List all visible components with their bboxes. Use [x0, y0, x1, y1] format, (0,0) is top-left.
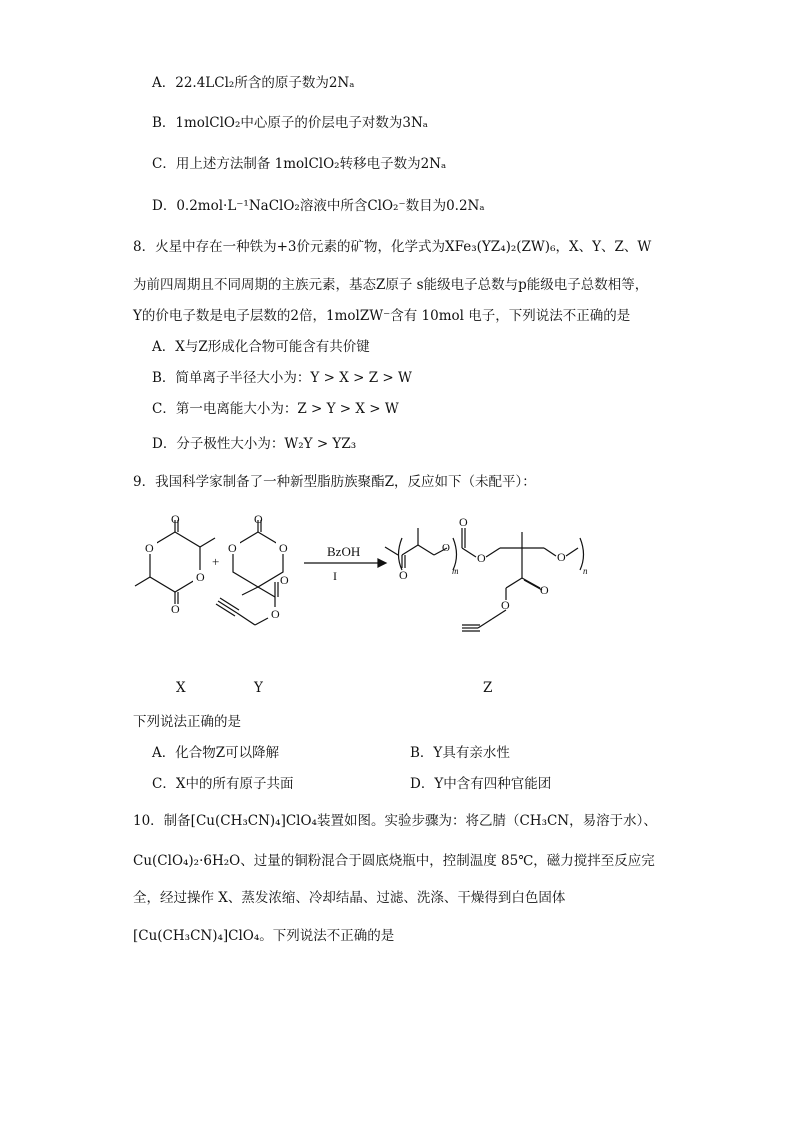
- q9-stem: 9．我国科学家制备了一种新型脂肪族聚酯Z，反应如下（未配平）：: [133, 474, 536, 490]
- reaction-arrow: [304, 559, 386, 567]
- x-ring-oxygen-left: O: [145, 541, 154, 555]
- z-ether-oxygen: O: [557, 550, 566, 564]
- x-ring-oxygen-right: O: [196, 570, 205, 584]
- q7-option-d: D．0.2mol·L⁻¹NaClO₂溶液中所含ClO₂⁻数目为0.2Nₐ: [152, 198, 485, 214]
- x-carbonyl-oxygen-bottom: O: [171, 602, 180, 616]
- y-ring-oxygen-right: O: [279, 541, 288, 555]
- q9-option-c: C．X中的所有原子共面: [152, 776, 294, 792]
- catalyst-label: BzOH: [327, 544, 361, 559]
- molecule-x-structure: [135, 520, 215, 604]
- label-z: Z: [483, 680, 493, 696]
- y-carbonyl-oxygen: O: [254, 512, 263, 526]
- q10-stem-line2: Cu(ClO₄)₂·6H₂O、过量的铜粉混合于圆底烧瓶中，控制温度 85℃，磁力搅拌至反应完: [133, 853, 655, 869]
- q9-option-a: A．化合物Z可以降解: [152, 745, 280, 761]
- z-ester-oxygen: O: [501, 598, 510, 612]
- z-carbonate-oxygen: O: [459, 515, 468, 529]
- z-ester-carbonyl-oxygen: O: [540, 583, 549, 597]
- y-ring-oxygen-left: O: [228, 541, 237, 555]
- label-y: Y: [254, 680, 263, 696]
- q7-option-c: C．用上述方法制备 1molClO₂转移电子数为2Nₐ: [152, 156, 447, 172]
- subscript-n: n: [583, 566, 588, 576]
- z-backbone-oxygen: O: [477, 551, 486, 565]
- z-lactate-carbonyl-oxygen: O: [399, 568, 408, 582]
- q8-stem-line2: 为前四周期且不同周期的主族元素，基态Z原子 s能级电子总数与p能级电子总数相等，: [133, 277, 649, 293]
- q8-stem-line3: Y的价电子数是电子层数的2倍，1molZW⁻含有 10mol 电子，下列说法不正确的是: [133, 308, 631, 324]
- q8-stem-line1: 8．火星中存在一种铁为+3价元素的矿物，化学式为XFe₃(YZ₄)₂(ZW)₆，X、Y、Z、W: [133, 239, 652, 255]
- z-linker-oxygen: O: [442, 542, 450, 554]
- q9-option-d: D．Y中含有四种官能团: [410, 776, 552, 792]
- q9-question: 下列说法正确的是: [133, 714, 241, 730]
- q8-option-d: D．分子极性大小为：W₂Y > YZ₃: [152, 436, 357, 452]
- x-carbonyl-oxygen-top: O: [171, 512, 180, 526]
- q10-stem-line4: [Cu(CH₃CN)₄]ClO₄。下列说法不正确的是: [133, 928, 395, 944]
- q7-option-a: A．22.4LCl₂所含的原子数为2Nₐ: [152, 75, 355, 91]
- q8-option-a: A．X与Z形成化合物可能含有共价键: [152, 339, 370, 355]
- q7-option-b: B．1molClO₂中心原子的价层电子对数为3Nₐ: [152, 115, 428, 131]
- q8-option-b: B．简单离子半径大小为：Y > X > Z > W: [152, 370, 412, 386]
- y-ester-oxygen: O: [271, 607, 280, 621]
- q10-stem-line1: 10．制备[Cu(CH₃CN)₄]ClO₄装置如图。实验步骤为：将乙腈（CH₃CN，易溶于水）、: [133, 813, 657, 829]
- q9-option-b: B．Y具有亲水性: [410, 745, 510, 761]
- polymer-z-structure: [385, 528, 584, 631]
- y-ester-carbonyl-oxygen: O: [280, 573, 289, 587]
- q10-stem-line3: 全，经过操作 X、蒸发浓缩、冷却结晶、过滤、洗涤、干燥得到白色固体: [133, 890, 566, 906]
- subscript-m: m: [452, 566, 459, 576]
- label-x: X: [176, 680, 186, 696]
- plus-sign: +: [212, 554, 220, 569]
- reaction-scheme: [0, 500, 794, 705]
- condition-label: I: [333, 569, 337, 583]
- q8-option-c: C．第一电离能大小为：Z > Y > X > W: [152, 401, 399, 417]
